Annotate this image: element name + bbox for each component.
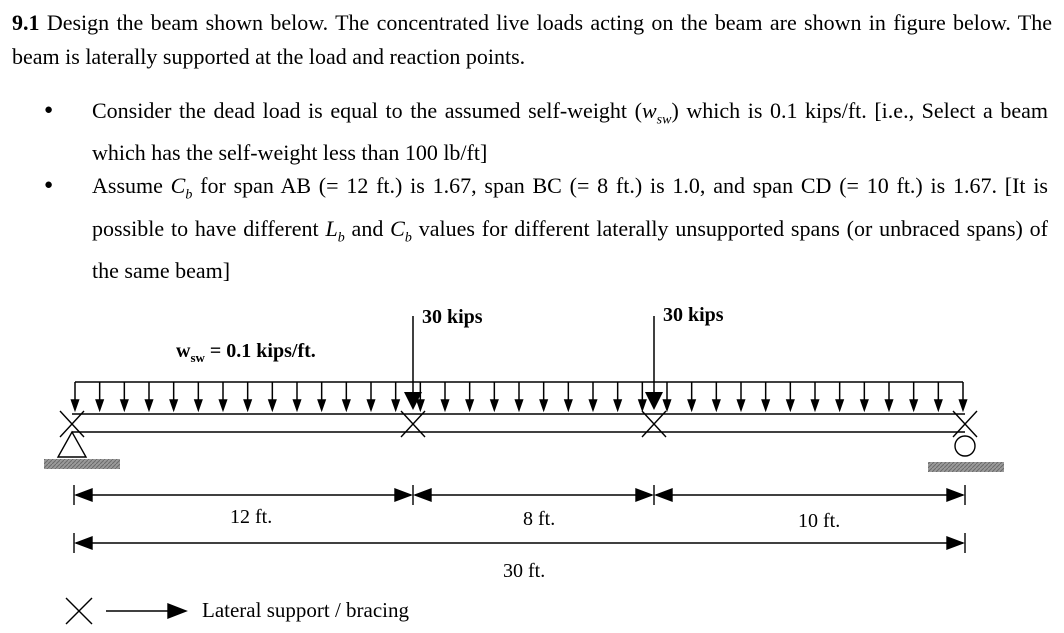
load-arrowhead bbox=[146, 400, 153, 410]
load-arrowhead bbox=[861, 400, 868, 410]
load-arrowhead bbox=[368, 400, 375, 410]
load-arrowhead bbox=[269, 400, 276, 410]
load-arrowhead bbox=[960, 400, 967, 410]
load-arrowhead bbox=[392, 400, 399, 410]
problem-number: 9.1 bbox=[12, 10, 40, 35]
load-arrowhead bbox=[466, 400, 473, 410]
point-load-b bbox=[404, 316, 422, 410]
legend-symbol bbox=[66, 598, 186, 624]
load-label-2: 30 kips bbox=[663, 304, 724, 326]
load-arrowhead bbox=[590, 400, 597, 410]
total-length-label: 30 ft. bbox=[503, 560, 546, 582]
load-arrowhead bbox=[195, 400, 202, 410]
span-ab-label: 12 ft. bbox=[230, 506, 273, 528]
self-weight-label: $w_{sw} = 0.1$ kips/ft. bbox=[176, 340, 316, 365]
load-arrowhead bbox=[442, 400, 449, 410]
load-arrowhead bbox=[244, 400, 251, 410]
load-arrowhead bbox=[96, 400, 103, 410]
load-arrowhead bbox=[836, 400, 843, 410]
load-arrowhead bbox=[121, 400, 128, 410]
span-cd-label: 10 ft. bbox=[798, 510, 841, 532]
load-arrowhead bbox=[688, 400, 695, 410]
load-arrowhead bbox=[886, 400, 893, 410]
load-arrowhead bbox=[170, 400, 177, 410]
load-arrowhead bbox=[565, 400, 572, 410]
beam bbox=[72, 414, 965, 432]
load-arrowhead bbox=[713, 400, 720, 410]
load-arrowhead bbox=[762, 400, 769, 410]
load-arrowhead bbox=[738, 400, 745, 410]
dimension-line-spans bbox=[74, 485, 965, 505]
load-label-1: 30 kips bbox=[422, 306, 483, 328]
load-arrowhead bbox=[516, 400, 523, 410]
distributed-load-arrows bbox=[72, 382, 967, 410]
list-item: ● Assume $C_b$ for span AB (= 12 ft.) is 1.67, span BC (= 8 ft.) is 1.0, and span CD (= 10 ft.) is 1.67. [It is possible to have different $L_b$ and $C_b$ values for different laterally unsupported spans (or unbraced spans) of the same beam] bbox=[44, 169, 1048, 287]
load-arrowhead bbox=[491, 400, 498, 410]
load-arrowhead bbox=[664, 400, 671, 410]
problem-text: Design the beam shown below. The concentrated live loads acting on the beam are shown in figure below. The beam is laterally supported at the load and reaction points. bbox=[12, 10, 1052, 69]
load-arrowhead bbox=[417, 400, 424, 410]
bracing-x-icon bbox=[642, 411, 666, 437]
load-arrowhead bbox=[812, 400, 819, 410]
load-arrowhead bbox=[294, 400, 301, 410]
pin-support-icon bbox=[44, 432, 120, 469]
bracing-x-icon bbox=[401, 411, 425, 437]
load-arrowhead bbox=[318, 400, 325, 410]
load-arrowhead bbox=[639, 400, 646, 410]
load-arrowhead bbox=[220, 400, 227, 410]
dimension-line-total bbox=[74, 533, 965, 553]
legend-label: Lateral support / bracing bbox=[202, 598, 410, 622]
load-arrowhead bbox=[343, 400, 350, 410]
load-arrowhead bbox=[787, 400, 794, 410]
load-arrowhead bbox=[614, 400, 621, 410]
load-arrowhead bbox=[910, 400, 917, 410]
point-load-c bbox=[645, 316, 663, 410]
load-arrowhead bbox=[935, 400, 942, 410]
roller-support-icon bbox=[928, 436, 1004, 472]
bracing-x-icon bbox=[953, 411, 977, 437]
load-arrowhead bbox=[72, 400, 79, 410]
list-item: ● Consider the dead load is equal to the assumed self-weight $(w_{sw})$ which is 0.1 kips/ft. [i.e., Select a beam which has the self-weight less than 100 lb/ft] bbox=[44, 94, 1048, 169]
span-bc-label: 8 ft. bbox=[523, 508, 556, 530]
load-arrowhead bbox=[540, 400, 547, 410]
